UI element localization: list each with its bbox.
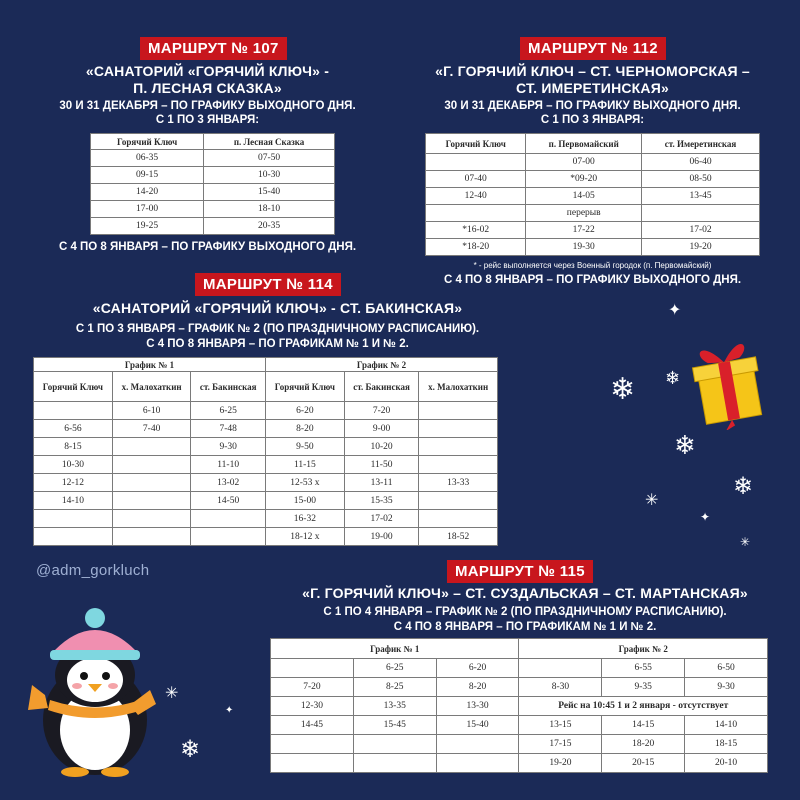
table-cell: [353, 735, 436, 754]
table-cell: 17-22: [526, 222, 642, 239]
table-cell: 18-52: [419, 528, 498, 546]
route-112-title: [405, 63, 780, 97]
table-row: [271, 697, 768, 716]
snowflake-icon: ❄: [665, 368, 681, 388]
table-cell: 13-15: [519, 716, 602, 735]
snowflake-icon: ❄: [610, 373, 636, 406]
table-cell: 10-20: [344, 438, 419, 456]
table-cell: 18-20: [602, 735, 685, 754]
table-cell: перерыв: [526, 205, 642, 222]
table-cell: *09-20: [526, 171, 642, 188]
table-cell: *16-02: [426, 222, 526, 239]
table-cell: 6-56: [34, 420, 113, 438]
table-cell: 14-20: [91, 184, 204, 201]
route-115-title: «Г. ГОРЯЧИЙ КЛЮЧ» – СТ. СУЗДАЛЬСКАЯ – СТ. МАРТАНСКАЯ»: [302, 585, 748, 601]
table-cell: 09-15: [91, 167, 204, 184]
table-cell: 10-30: [204, 167, 335, 184]
route-112-badge: МАРШРУТ № 112: [520, 37, 666, 60]
table-cell: 9-50: [265, 438, 344, 456]
route-107-table: [90, 133, 335, 235]
table-cell: 06-40: [642, 154, 760, 171]
column-header: Горячий Ключ: [265, 372, 344, 402]
route-115-table: [270, 638, 768, 773]
snowflake-icon: ✳: [645, 492, 659, 509]
table-row: [426, 239, 760, 256]
table-row: [426, 205, 760, 222]
route-114-note2: С 4 ПО 8 ЯНВАРЯ – ПО ГРАФИКАМ № 1 И № 2.: [146, 338, 409, 350]
table-cell: 06-35: [91, 150, 204, 167]
table-cell: 9-30: [191, 438, 266, 456]
table-cell: [436, 735, 519, 754]
table-header-row: [426, 134, 760, 154]
table-cell: 13-45: [642, 188, 760, 205]
table-cell: 15-00: [265, 492, 344, 510]
group-header-2: График № 2: [265, 358, 497, 372]
snowflake-icon: ❄: [674, 430, 696, 460]
column-header: ст. Имеретинская: [642, 134, 760, 154]
table-cell: [426, 205, 526, 222]
table-cell: 14-05: [526, 188, 642, 205]
table-cell: [419, 402, 498, 420]
table-row: [426, 188, 760, 205]
snowflake-icon: ❄: [733, 473, 754, 500]
table-cell: 13-33: [419, 474, 498, 492]
table-row: [271, 716, 768, 735]
table-cell: [271, 659, 354, 678]
table-cell: 8-20: [265, 420, 344, 438]
table-cell: 17-02: [642, 222, 760, 239]
table-row: [271, 735, 768, 754]
group-header-1: График № 1: [34, 358, 266, 372]
social-handle: @adm_gorkluch: [36, 562, 150, 579]
table-cell: 8-15: [34, 438, 113, 456]
table-cell: [112, 438, 191, 456]
table-cell: 15-45: [353, 716, 436, 735]
route-114-badge: МАРШРУТ № 114: [195, 273, 341, 296]
table-cell: 6-25: [353, 659, 436, 678]
column-header: Горячий Ключ: [34, 372, 113, 402]
column-header: Горячий Ключ: [426, 134, 526, 154]
table-cell: 11-15: [265, 456, 344, 474]
route-107-title-line2: П. ЛЕСНАЯ СКАЗКА»: [133, 80, 282, 96]
snowflake-icon: ✦: [668, 302, 682, 319]
route-115-note2: С 4 ПО 8 ЯНВАРЯ – ПО ГРАФИКАМ № 1 И № 2.: [393, 621, 657, 633]
table-cell: [419, 420, 498, 438]
table-cell: 15-35: [344, 492, 419, 510]
table-cell: [271, 735, 354, 754]
table-cell: [419, 438, 498, 456]
snowflake-icon: ✦: [225, 705, 234, 716]
table-cell: 12-12: [34, 474, 113, 492]
table-row: [91, 150, 335, 167]
table-row: [426, 154, 760, 171]
table-cell: [419, 456, 498, 474]
route-112-title-line2: СТ. ИМЕРЕТИНСКАЯ»: [516, 80, 669, 96]
table-header-row: [34, 372, 498, 402]
table-cell: [419, 510, 498, 528]
route-107-note3: С 4 ПО 8 ЯНВАРЯ – ПО ГРАФИКУ ВЫХОДНОГО ДНЯ.: [58, 241, 357, 253]
table-cell: [112, 456, 191, 474]
snowflake-icon: ❄: [180, 736, 201, 763]
route-112-note1: 30 И 31 ДЕКАБРЯ – ПО ГРАФИКУ ВЫХОДНОГО ДНЯ.: [444, 100, 741, 112]
table-row: [426, 222, 760, 239]
merged-note-cell: Рейс на 10:45 1 и 2 января - отсутствует: [519, 697, 768, 716]
route-112-title-line1: «Г. ГОРЯЧИЙ КЛЮЧ – СТ. ЧЕРНОМОРСКАЯ –: [435, 63, 750, 79]
table-cell: [112, 510, 191, 528]
route-114-note1: С 1 ПО 3 ЯНВАРЯ – ГРАФИК № 2 (ПО ПРАЗДНИЧНОМУ РАСПИСАНИЮ).: [75, 323, 480, 335]
table-cell: 6-10: [112, 402, 191, 420]
table-cell: 20-15: [602, 754, 685, 773]
table-cell: 12-40: [426, 188, 526, 205]
route-112-footnote: * - рейс выполняется через Военный городок (п. Первомайский): [473, 261, 712, 270]
table-cell: [191, 510, 266, 528]
route-112-table: [425, 133, 760, 256]
table-cell: 8-20: [436, 678, 519, 697]
route-115-note1: С 1 ПО 4 ЯНВАРЯ – ГРАФИК № 2 (ПО ПРАЗДНИЧНОМУ РАСПИСАНИЮ).: [323, 606, 727, 618]
table-cell: 18-15: [685, 735, 768, 754]
table-cell: 6-25: [191, 402, 266, 420]
table-cell: [642, 205, 760, 222]
table-row: [34, 438, 498, 456]
table-cell: 17-15: [519, 735, 602, 754]
table-cell: 8-30: [519, 678, 602, 697]
table-cell: [34, 402, 113, 420]
column-header: х. Малохаткин: [112, 372, 191, 402]
table-cell: [191, 528, 266, 546]
table-row: [271, 754, 768, 773]
table-cell: 9-30: [685, 678, 768, 697]
route-107-note2: С 1 ПО 3 ЯНВАРЯ:: [155, 114, 260, 126]
route-107-note1: 30 И 31 ДЕКАБРЯ – ПО ГРАФИКУ ВЫХОДНОГО ДНЯ.: [59, 100, 356, 112]
table-cell: [436, 754, 519, 773]
table-cell: 20-35: [204, 218, 335, 235]
route-112-note3: С 4 ПО 8 ЯНВАРЯ – ПО ГРАФИКУ ВЫХОДНОГО ДНЯ.: [443, 274, 742, 286]
table-cell: 08-50: [642, 171, 760, 188]
table-row: [271, 659, 768, 678]
table-cell: 18-10: [204, 201, 335, 218]
table-cell: 6-50: [685, 659, 768, 678]
route-112-note2: С 1 ПО 3 ЯНВАРЯ:: [540, 114, 645, 126]
table-cell: [419, 492, 498, 510]
table-cell: 07-00: [526, 154, 642, 171]
table-cell: 12-30: [271, 697, 354, 716]
table-row: [34, 420, 498, 438]
group-header-1: График № 1: [271, 639, 519, 659]
table-cell: 6-55: [602, 659, 685, 678]
gift-icon: [688, 330, 768, 430]
column-header: п. Лесная Сказка: [204, 134, 335, 150]
snowflake-icon: ✳: [165, 685, 179, 702]
group-header-row: [34, 358, 498, 372]
table-cell: 14-45: [271, 716, 354, 735]
column-header: Горячий Ключ: [91, 134, 204, 150]
table-cell: 15-40: [204, 184, 335, 201]
snowflake-icon: ✦: [700, 510, 711, 524]
route-107-title-line1: «САНАТОРИЙ «ГОРЯЧИЙ КЛЮЧ» -: [85, 63, 330, 79]
table-cell: 7-20: [271, 678, 354, 697]
table-cell: 14-10: [685, 716, 768, 735]
table-cell: 7-20: [344, 402, 419, 420]
column-header: ст. Бакинская: [191, 372, 266, 402]
table-cell: [34, 528, 113, 546]
table-row: [91, 167, 335, 184]
table-cell: 7-48: [191, 420, 266, 438]
table-row: [271, 678, 768, 697]
table-cell: 07-40: [426, 171, 526, 188]
table-cell: 6-20: [265, 402, 344, 420]
table-row: [34, 456, 498, 474]
group-header-2: График № 2: [519, 639, 768, 659]
table-row: [34, 492, 498, 510]
column-header: х. Малохаткин: [419, 372, 498, 402]
table-row: [91, 218, 335, 235]
table-row: [426, 171, 760, 188]
table-cell: 9-35: [602, 678, 685, 697]
table-row: [34, 474, 498, 492]
table-cell: 13-30: [436, 697, 519, 716]
table-cell: 18-12 х: [265, 528, 344, 546]
table-cell: 14-15: [602, 716, 685, 735]
snowflake-icon: ✳: [740, 535, 751, 549]
table-cell: 19-30: [526, 239, 642, 256]
table-cell: 11-10: [191, 456, 266, 474]
table-cell: 17-00: [91, 201, 204, 218]
table-cell: 20-10: [685, 754, 768, 773]
table-cell: 19-20: [642, 239, 760, 256]
table-row: [91, 201, 335, 218]
table-cell: 07-50: [204, 150, 335, 167]
table-cell: 7-40: [112, 420, 191, 438]
table-cell: [112, 528, 191, 546]
table-cell: 19-25: [91, 218, 204, 235]
table-cell: 16-32: [265, 510, 344, 528]
route-115-badge: МАРШРУТ № 115: [447, 560, 593, 583]
group-header-row: [271, 639, 768, 659]
table-cell: [519, 659, 602, 678]
column-header: ст. Бакинская: [344, 372, 419, 402]
table-cell: [426, 154, 526, 171]
table-cell: 13-35: [353, 697, 436, 716]
table-cell: 11-50: [344, 456, 419, 474]
table-cell: 14-50: [191, 492, 266, 510]
table-cell: [34, 510, 113, 528]
penguin-icon: [20, 600, 170, 780]
table-cell: *18-20: [426, 239, 526, 256]
table-cell: 12-53 х: [265, 474, 344, 492]
table-cell: 13-11: [344, 474, 419, 492]
table-cell: 17-02: [344, 510, 419, 528]
table-cell: 8-25: [353, 678, 436, 697]
table-cell: [112, 474, 191, 492]
table-row: [34, 528, 498, 546]
table-row: [91, 184, 335, 201]
table-cell: 10-30: [34, 456, 113, 474]
table-cell: 14-10: [34, 492, 113, 510]
table-cell: 19-20: [519, 754, 602, 773]
table-cell: 15-40: [436, 716, 519, 735]
table-header-row: [91, 134, 335, 150]
column-header: п. Первомайский: [526, 134, 642, 154]
table-cell: 13-02: [191, 474, 266, 492]
route-114-table: [33, 357, 498, 546]
table-cell: [112, 492, 191, 510]
table-cell: [271, 754, 354, 773]
route-107-badge: МАРШРУТ № 107: [140, 37, 287, 60]
table-row: [34, 510, 498, 528]
table-cell: [353, 754, 436, 773]
table-row: [34, 402, 498, 420]
table-cell: 19-00: [344, 528, 419, 546]
route-114-title: «САНАТОРИЙ «ГОРЯЧИЙ КЛЮЧ» - СТ. БАКИНСКАЯ»: [92, 300, 463, 316]
table-cell: 9-00: [344, 420, 419, 438]
table-cell: 6-20: [436, 659, 519, 678]
route-107-title: [20, 63, 395, 97]
